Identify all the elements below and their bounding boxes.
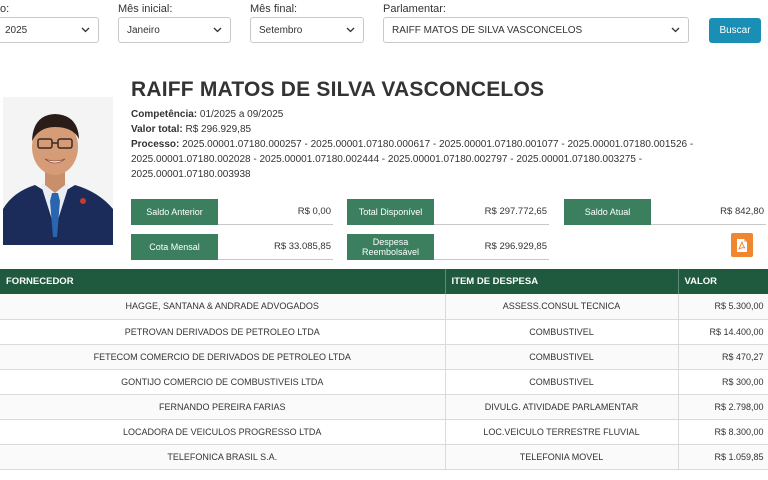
saldo-anterior-box (131, 199, 333, 225)
cota-mensal-label: Cota Mensal (131, 234, 218, 260)
valor-total-line (131, 122, 251, 137)
table-header-row (0, 269, 768, 294)
saldo-atual-box (564, 199, 766, 225)
header-valor[interactable]: VALOR (678, 269, 768, 294)
processo-line (131, 137, 731, 182)
table-row (0, 319, 768, 344)
competencia-label: Competência: (131, 109, 198, 120)
cell-fornecedor: TELEFONICA BRASIL S.A. (0, 444, 445, 469)
ano-label: o: (0, 3, 10, 15)
cell-valor: R$ 8.300,00 (678, 419, 768, 444)
despesa-reembolsavel-value: R$ 296.929,85 (434, 234, 549, 260)
cota-mensal-box (131, 234, 333, 260)
cell-item-despesa: DIVULG. ATIVIDADE PARLAMENTAR (445, 394, 678, 419)
parlamentar-photo (3, 97, 113, 245)
saldo-atual-value: R$ 842,80 (651, 199, 766, 225)
parlamentar-label: Parlamentar: (383, 3, 446, 15)
mes-inicial-label: Mês inicial: (118, 3, 173, 15)
buscar-button[interactable]: Buscar (709, 18, 761, 43)
cell-valor: R$ 5.300,00 (678, 294, 768, 319)
cell-fornecedor: HAGGE, SANTANA & ANDRADE ADVOGADOS (0, 294, 445, 319)
mes-inicial-select[interactable] (118, 17, 231, 43)
table-row (0, 444, 768, 469)
table-row (0, 344, 768, 369)
cell-fornecedor: PETROVAN DERIVADOS DE PETROLEO LTDA (0, 319, 445, 344)
cota-mensal-value: R$ 33.085,85 (218, 234, 333, 260)
cell-item-despesa: COMBUSTIVEL (445, 369, 678, 394)
competencia-value: 01/2025 a 09/2025 (199, 109, 284, 120)
cell-fornecedor: FETECOM COMERCIO DE DERIVADOS DE PETROLEO LTDA (0, 344, 445, 369)
cell-fornecedor: LOCADORA DE VEICULOS PROGRESSO LTDA (0, 419, 445, 444)
despesas-table (0, 269, 768, 470)
cell-valor: R$ 470,27 (678, 344, 768, 369)
saldo-atual-label: Saldo Atual (564, 199, 651, 225)
total-disponivel-box (347, 199, 549, 225)
cell-item-despesa: COMBUSTIVEL (445, 319, 678, 344)
chevron-down-icon (345, 25, 355, 35)
valor-total-label: Valor total: (131, 124, 183, 135)
table-row (0, 419, 768, 444)
saldo-anterior-value: R$ 0,00 (218, 199, 333, 225)
ano-select-value: 2025 (5, 24, 28, 36)
cell-item-despesa: TELEFONIA MOVEL (445, 444, 678, 469)
total-disponivel-label: Total Disponível (347, 199, 434, 225)
valor-total-value: R$ 296.929,85 (185, 124, 252, 135)
competencia-line (131, 107, 283, 122)
header-fornecedor[interactable]: FORNECEDOR (0, 269, 445, 294)
cell-fornecedor: FERNANDO PEREIRA FARIAS (0, 394, 445, 419)
table-row (0, 394, 768, 419)
table-row (0, 369, 768, 394)
mes-final-value: Setembro (259, 24, 303, 36)
pdf-file-icon[interactable] (731, 233, 753, 257)
cell-valor: R$ 14.400,00 (678, 319, 768, 344)
despesa-reembolsavel-box (347, 234, 549, 260)
cell-item-despesa: ASSESS.CONSUL TECNICA (445, 294, 678, 319)
cell-valor: R$ 300,00 (678, 369, 768, 394)
total-disponivel-value: R$ 297.772,65 (434, 199, 549, 225)
mes-final-label: Mês final: (250, 3, 298, 15)
cell-fornecedor: GONTIJO COMERCIO DE COMBUSTIVEIS LTDA (0, 369, 445, 394)
chevron-down-icon (212, 25, 222, 35)
mes-inicial-value: Janeiro (127, 24, 160, 36)
ano-select[interactable] (0, 17, 99, 43)
processo-value: 2025.00001.07180.000257 - 2025.00001.07180.000617 - 2025.00001.07180.001077 - 2025.00001.07180.001526 - 2025.00001.07180.002028 - 2025.00001.07180.002444 - 2025.00001.07180.002797 - 2025.00001.07180.003275 - 2025.00001.07180.003938 (131, 139, 694, 180)
chevron-down-icon (80, 25, 90, 35)
despesa-reembolsavel-label: Despesa Reembolsável (347, 234, 434, 260)
parlamentar-value: RAIFF MATOS DE SILVA VASCONCELOS (392, 24, 583, 36)
cell-valor: R$ 2.798,00 (678, 394, 768, 419)
cell-item-despesa: LOC.VEICULO TERRESTRE FLUVIAL (445, 419, 678, 444)
parlamentar-select[interactable] (383, 17, 689, 43)
cell-item-despesa: COMBUSTIVEL (445, 344, 678, 369)
mes-final-select[interactable] (250, 17, 364, 43)
header-item-despesa[interactable]: ITEM DE DESPESA (445, 269, 678, 294)
saldo-anterior-label: Saldo Anterior (131, 199, 218, 225)
table-row (0, 294, 768, 319)
processo-label: Processo: (131, 139, 180, 150)
parlamentar-name: RAIFF MATOS DE SILVA VASCONCELOS (131, 78, 545, 101)
cell-valor: R$ 1.059,85 (678, 444, 768, 469)
chevron-down-icon (670, 25, 680, 35)
